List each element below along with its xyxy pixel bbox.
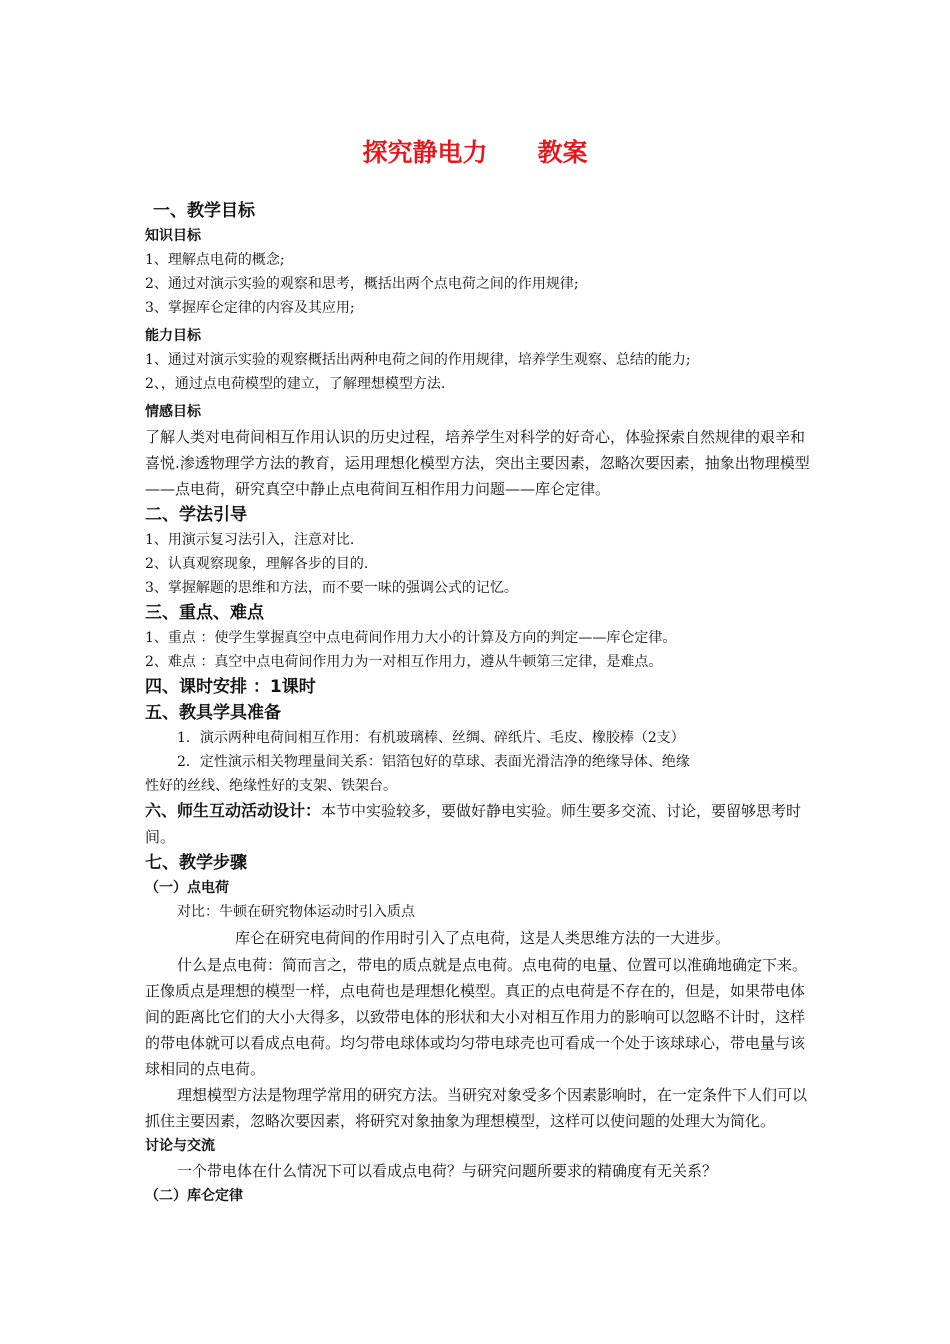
- list-item: 3、掌握库仑定律的内容及其应用;: [145, 300, 355, 316]
- list-item: 3、掌握解题的思维和方法，而不要一味的强调公式的记忆。: [145, 580, 518, 596]
- paragraph-discussion: 一个带电体在什么情况下可以看成点电荷？与研究问题所要求的精确度有无关系？: [177, 1162, 718, 1180]
- subheading-discussion: 讨论与交流: [145, 1138, 215, 1154]
- section-heading-keypoints: 三、重点、难点: [145, 603, 264, 623]
- list-item: 1、用演示复习法引入，注意对比.: [145, 532, 355, 548]
- subheading-ability: 能力目标: [145, 328, 201, 344]
- subheading-point-charge: （一）点电荷: [145, 880, 229, 896]
- list-item-continuation: 性好的丝线、绝缘性好的支架、铁架台。: [145, 778, 397, 794]
- page-title: [0, 133, 950, 169]
- section-heading-method: 二、学法引导: [145, 505, 247, 525]
- compare-line: 对比：牛顿在研究物体运动时引入质点: [177, 904, 415, 920]
- subheading-emotion: 情感目标: [145, 404, 201, 420]
- section-heading-materials: 五、教具学具准备: [145, 703, 281, 723]
- section-heading-steps: 七、教学步骤: [145, 853, 247, 873]
- list-item: 1、理解点电荷的概念;: [145, 252, 285, 268]
- document-body: [145, 198, 810, 1208]
- title-main: 探究静电力: [362, 138, 488, 167]
- paragraph-ideal-model: 理想模型方法是物理学常用的研究方法。当研究对象受多个因素影响时，在一定条件下人们可以抓住主要因素，忽略次要因素，将研究对象抽象为理想模型，这样可以使问题的处理大为简化。: [145, 1086, 808, 1130]
- interaction-text: 本节中实验较多，要做好静电实验。师生要多交流、讨论，要留够思考时间。: [145, 802, 802, 846]
- section-interaction: [145, 798, 810, 850]
- paragraph-emotion: 了解人类对电荷间相互作用认识的历史过程，培养学生对科学的好奇心，体验探索自然规律的艰辛和喜悦.渗透物理学方法的教育，运用理想化模型方法，突出主要因素，忽略次要因素，抽象出物理模型——点电荷，研究真空中静止点电荷间互相作用力问题——库仑定律。: [145, 428, 810, 498]
- subheading-coulomb-law: （二）库仑定律: [145, 1188, 243, 1204]
- list-item: 2、通过对演示实验的观察和思考，概括出两个点电荷之间的作用规律;: [145, 276, 579, 292]
- list-item: 1．演示两种电荷间相互作用：有机玻璃棒、丝绸、碎纸片、毛皮、橡胶棒（2支）: [177, 730, 685, 746]
- list-item: 2、，通过点电荷模型的建立，了解理想模型方法.: [145, 376, 446, 392]
- subheading-knowledge: 知识目标: [145, 228, 201, 244]
- compare-line: 库仑在研究电荷间的作用时引入了点电荷，这是人类思维方法的一大进步。: [235, 929, 731, 947]
- paragraph-point-charge: 什么是点电荷：简而言之，带电的质点就是点电荷。点电荷的电量、位置可以准确地确定下来。正像质点是理想的模型一样，点电荷也是理想化模型。真正的点电荷是不存在的，但是，如果带电体间的距离比它们的大小大得多，以致带电体的形状和大小对相互作用力的影响可以忽略不计时，这样的带电体就可以看成点电荷。均匀带电球体或均匀带电球壳也可看成一个处于该球球心，带电量与该球相同的点电荷。: [145, 956, 808, 1078]
- list-item: 1、通过对演示实验的观察概括出两种电荷之间的作用规律，培养学生观察、总结的能力;: [145, 352, 691, 368]
- list-item: 2、认真观察现象，理解各步的目的.: [145, 556, 369, 572]
- title-tail: 教案: [537, 138, 588, 167]
- section-heading-schedule: 四、课时安排 ：1课时: [145, 677, 316, 697]
- list-item: 2、难点 ：真空中点电荷间作用力为一对相互作用力，遵从牛顿第三定律，是难点。: [145, 654, 663, 670]
- list-item: 1、重点 ：使学生掌握真空中点电荷间作用力大小的计算及方向的判定——库仑定律。: [145, 630, 677, 646]
- section-heading-interaction: 六、师生互动活动设计：: [145, 801, 322, 820]
- list-item: 2．定性演示相关物理量间关系：铝箔包好的草球、表面光滑洁净的绝缘导体、绝缘: [177, 754, 690, 770]
- section-heading-objectives: 一、教学目标: [153, 201, 255, 221]
